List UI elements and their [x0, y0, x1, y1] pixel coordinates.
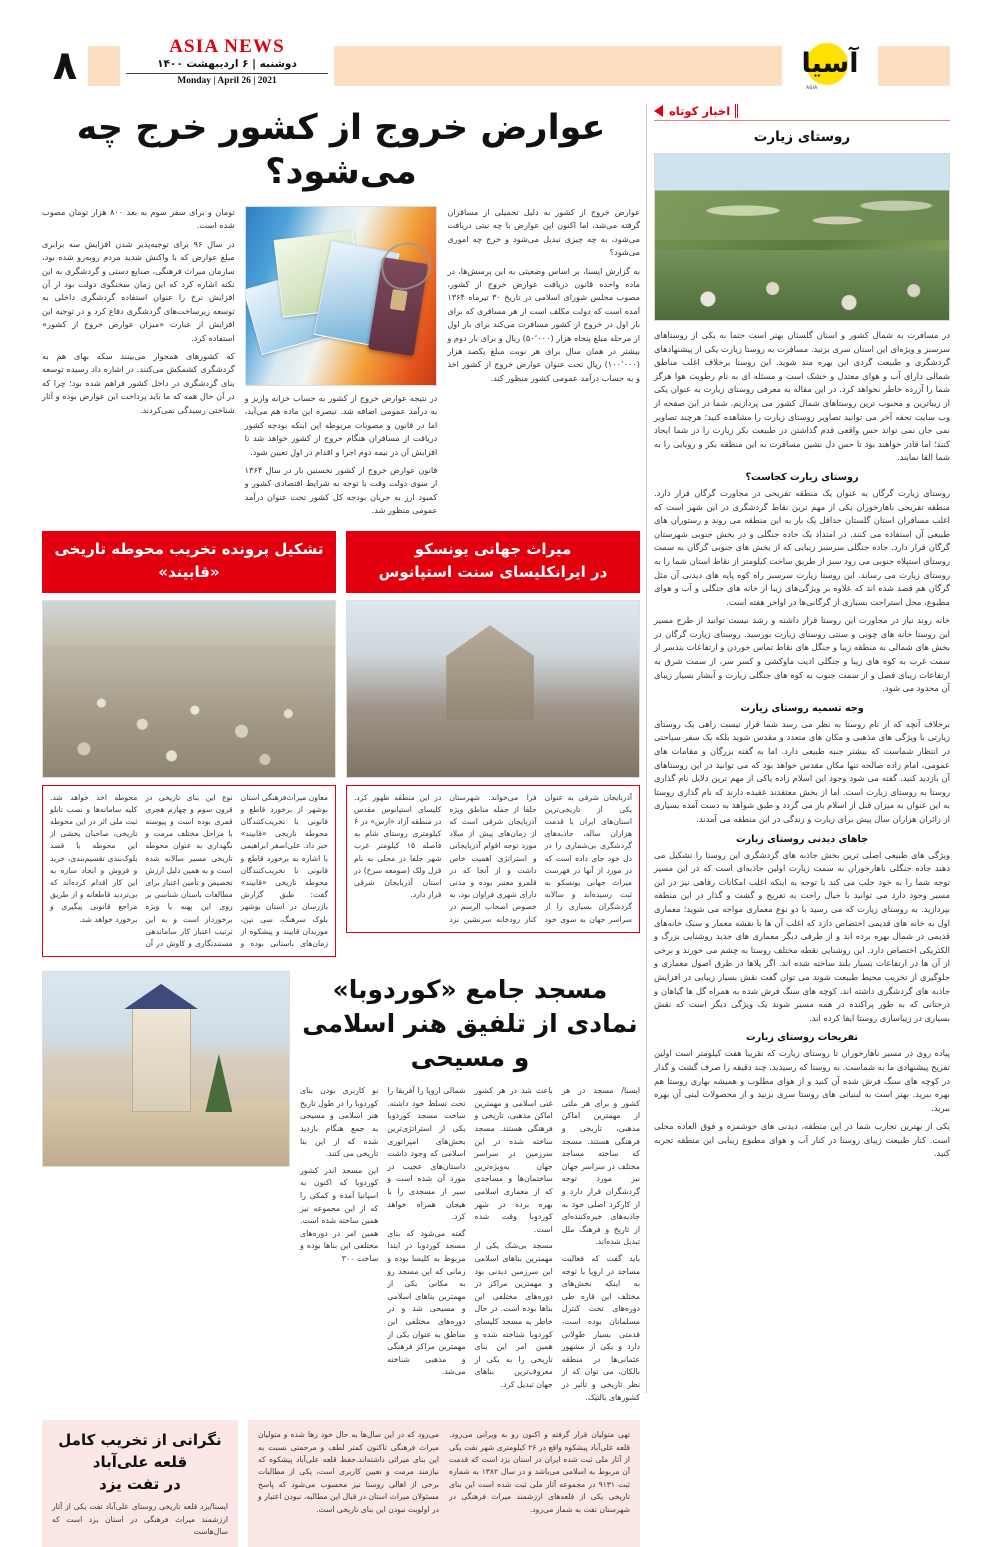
lead-column-center	[245, 206, 438, 523]
mosque-story-text	[300, 971, 640, 1408]
lead-headline: عوارض خروج از کشور خرج چه می‌شود؟	[76, 108, 606, 192]
bottom-boxes-row	[42, 1420, 640, 1547]
masthead	[42, 36, 950, 92]
mosque-story	[42, 971, 640, 1408]
banner-headline-line1: میراث جهانی یونسکو	[414, 539, 572, 558]
cordoba-mosque-photo	[42, 971, 290, 1167]
date-english: Monday | April 26 | 2021	[177, 76, 277, 86]
aliabad-headline-box	[42, 1420, 238, 1547]
logo-subtitle: ASIA	[806, 86, 818, 91]
main-column	[41, 104, 640, 1536]
sidebar-paragraph: یکی از بهترین تجارب شما در این منطقه، دیدنی های خوشمزه و فوق العاده محلی است. کنار طبیعت زیبای روستا در کنار آب و هوای مطبوع زیبایی این منطقه تجربه کنید.	[654, 1121, 950, 1159]
sidebar-paragraph: در مسافرت به شمال کشور و استان گلستان بهتر است حتما به یکی از روستاهای سرسبز و ویژه‌ای این استان سری بزنید. مسافرت به روستا زیارت یکی از پیشنهادهای گردشگری و طبیعت گردی این بهره مند شوید. این روستا برخلاف اغلب مناطق شمالی دارای آب و هوای معتدل و خشک است و مسئله ای به نام رطوبت هوا هرگز شما را آزرده خاطر نخواهد کرد. در این مقاله به معرفی روستای زیارت به عنوان یکی از زیباترین و محبوب ترین روستاهای شمال کشور می پردازیم. شما در این صفحه از وب سایت تحفه آخر می توانید تصاویر روستای زیارت را مشاهده کنید؛ هرچند تصاویر نمی جان نمی تواند حس واقعی قدم گذاشتن در طبیعت بکر زیارت را در شما ایجاد کنند؛ اما قادر خواهند بود تا حس دل نشین مسافرت به این منطقه بکر و رویایی را به شما القا نمایند.	[654, 330, 950, 463]
sidebar-subheading-1: روستای زیارت کجاست؟	[745, 471, 859, 483]
banner-stories-row	[42, 531, 640, 958]
banner-headline-line1: تشکیل پرونده تخریب محوطه تاریخی	[54, 539, 324, 558]
lead-column-right	[447, 206, 640, 390]
logo-wordmark: آسیا	[801, 47, 859, 79]
banner-headline-church	[346, 531, 640, 593]
mosque-paragraph: مسجد بی‌شک یکی از مهمترین بناهای اسلامی این سرزمین دیدنی بود و مهمترین مراکز در دوره‌های مختلفی این بناها بوده است. در حال خاطر به مسجد کلیسای کوردوبا شناخته شده و همین امر این بنای تاریخی را به یکی از معروف‌ترین بناهای جهان تبدیل کرد.	[474, 1241, 553, 1389]
lead-column-left	[42, 206, 235, 422]
mosque-paragraph: گفته می‌شود که بنای مسجد کوردوبا در ابتدا مربوط به کلیسا بوده و زمانی که این مسجد رو به مکانی یکی از مهمترین بناهای اسلامی و مسیحی شد و در دوره‌های مختلفی این مناطق به عنوان یکی از مهمترین مراکز فرهنگی و مذهبی شناخته می‌شد.	[387, 1228, 466, 1377]
mosque-column	[562, 1085, 640, 1408]
page-number: ۸	[42, 38, 88, 94]
banner-story-body-church	[346, 785, 640, 933]
sidebar-subheading-4: تفریحات روستای زیارت	[745, 1032, 859, 1044]
rubble-site-photo	[42, 600, 336, 778]
mosque-columns	[300, 1085, 640, 1408]
section-kicker	[654, 104, 950, 121]
mosque-headline	[300, 973, 640, 1075]
aliabad-headline	[52, 1429, 228, 1495]
sidebar-paragraph: پیاده روی در مسیر ناهارخوران تا روستای زیارت که تقریبا هفت کیلومتر است اولین تفریح پیشنهادی ما به شماست. به روستا که رسیدید، چند دقیقه را صرف گشت و گذار در کوچه های سنگ فرش شده آن کنید و از هوای مطلوب و همیشه بهاری روستا هم بهره ببرید. بهتر است به لبنیاتی های روستا سری بزنید و از محصولات لبنی آن بهره ببرید.	[654, 1048, 950, 1113]
lead-story-grid	[42, 206, 640, 523]
kicker-label: اخبار کوتاه	[669, 104, 738, 118]
aliabad-paragraph-right: تهی متولیان قرار گرفته و اکنون رو به ویرانی می‌رود. قلعه علی‌آباد پیشکوه واقع در ۲۶ کیلومتری شهر تفت یکی از آثار ملی ثبت شده ایران در استان یزد است که قدمت آن مربوط به اسلامی می‌باشد و در سال ۱۳۸۲ به شماره ثبت ۹۱۳۱ در مجموعه آثار ملی ثبت شده است این بنای تاریخی یکی از قلعه‌های ارزشمند میراث فرهنگی در شهرستان تفت به شمار می‌رود.	[449, 1430, 631, 1514]
lead-paragraph: قانون عوارض خروج از کشور نخستین بار در سال ۱۳۶۴ از سوی دولت وقت با توجه به شرایط اقتصادی کشور و کمبود ارز به جریان بودجه کل کشور تحت عنوان درآمد عمومی منظور شد.	[244, 465, 438, 516]
sun-logo-icon	[802, 37, 858, 93]
mosque-column	[475, 1085, 553, 1408]
mosque-tower-shape	[132, 1003, 191, 1112]
banner-story-paragraph: معاون میراث‌فرهنگی استان بوشهر از برخورد قاطع و قانونی با تخریب‌کنندگان محوطه تاریخی «قابیند» خبر داد. علی‌اصغر ابراهیمی با اشاره به برخورد قاطع و قانونی با تخریب‌کنندگان محوطه تاریخی «قابیند» گفت: طبق گزارش بازرسان در استان بوشهر بلوک سرهنگ، سی تپن، موریدان قابیند و پیشکوه از زمان‌های باستانی بوده و نوع این بنای تاریخی در قرون سوم و چهارم هجری قمری بوده است و پیوسته با مراحل مختلف مرمت و نگهداری به عنوان محوطه تاریخی مسیر سالانه شده است و به همین دلیل ارزش تخصیص و تأمین اعتبار برای مطالعات باستان شناسی بر روی این پهنه با ویژه برخوردار است و به این ترتیب اعتبار کار ساماندهی مستندنگاری و کاوش در آن محوطه اخذ خواهد شد. کلیه سامانه‌ها و نصب تابلو ثبت ملی اثر در این محوطه تاریخی، صاحبان بخشی از این محوطه با قصد بلوک‌بندی تقسیم‌بندی، خرید و فروش و ایجاد سازه به این کار اقدام کرده‌اند که بی‌تردید قاطعانه و از طریق مراجع قانونی پیگیری و برخورد خواهد شد.	[50, 792, 328, 949]
sidebar-article-title: روستای زیارت	[753, 129, 851, 145]
aliabad-headline-line1: نگرانی از تخریب کامل قلعه علی‌آباد	[58, 1431, 222, 1472]
mosque-paragraph: ایسنا/ مسجد در هر کشور و برای هر ملتی از مهمترین اماکن مذهبی، تاریخی و فرهنگی هستند. مسجد که ساخته مساجد مختلف در سراسر جهان نیز مورد توجه گردشگران قرار دارد و از کارکرد اصلی خود به جاذبه‌های خیره‌کننده‌ای از تاریخ و فرهنگ ملل تبدیل شده‌اند.	[561, 1086, 640, 1247]
sidebar-paragraph: ویژگی های طبیعی اصلی ترین بخش جاذبه های گردشگری این روستا را تشکیل می دهند جاده جنگلی ناهارخوران به سمت زیارت اولین جاذبه‌ای است که در این مسیر توجه شما را به خود جلب می کند با توجه به اینکه اغلب امکانات رفاهی نیز در این مسیر وجود دارد می توانید با خیال راحت به تفریح و گشت و گذار در این منطقه بپردازید. به روستای زیارت که می رسید با دو نوع معماری مواجه می شوید؛ معماری اول به خانه های قدیمی اختصاص دارد که اغلب آن ها با نقشه معمار و سبک خانه‌های قدیمی در شمال بهره برده اند و از طرفی دیگر معماری های جدید روشنایی بزرگ و الکتریکی اختصاص دارد. این روشنایی نقطه مختلف روستا به چشم می خورند و برخی از آن ها در ارتفاعات بسیار بلند ساخته شده اند. اگر پلاها در طرق اصول معماری و جلوگیری از تخریب محیط طبیعت شوند می توان گفت نقش بسیار زیبایی در افزایش جاذبه های گردشگری داشته اند. کوچه های سنگ فرش شده به همراه گل ها گیاهان و درختانی که به طور پراکنده در همه مسیر شوند یک ویژگی دیگر است که نقش بسیاری در زیباسازی روستا ایفا کرده اند.	[654, 849, 950, 1023]
mosque-paragraph: این مسجد اندر کشور کوردوبا که اکنون به اسپانیا آمده و کمکی را که از این مجموعه نیز همین ساخته شده است. همین امر در دوره‌های مختلفی این بناها بوده و ساخت ۳۰۰	[300, 1165, 379, 1264]
nameplate	[120, 36, 334, 96]
tree-shape	[205, 1054, 232, 1112]
banner-headline-line2: «قابیند»	[158, 562, 220, 581]
mosque-paragraph: باعث شد در هر کشور غنی اسلامی و مهمترین اماکن مذهبی، تاریخی و فرهنگی هستند. مسجد ساخته شده در این سرزمین در سراسر جهان به‌ویژه‌ترین ساختمان‌ها و مساجدی که از معماری اسلامی بهره برده در شهر کوردوبا وقت شده است.	[474, 1086, 553, 1234]
sidebar-paragraph: برخلاف آنچه که از نام روستا به نظر می رسد شما قرار نیست راهی یک روستای زیارتی با ویژگی های مذهبی و مکان های متعدد و مقدس شوید بلکه یک سفر سیاحتی در انتظار شماست که بیشتر جنبه طبیعی دارد. اما به گفته بزرگان و مقامات های عمومی، امام زاده صالحه تنها مکان مقدس خواهد بود که می توانید در این روستاهای آن بازدید کنید. گفته می شود وجود این اسلام زاده پاکی از مهم ترین دلایل نام گذاری روستا به روستای زیارت است. اما از بخش معتقدند عقیده دارند که نام گذاری روستا به این عنوان به میزان قبل از اسلام باز می گردد و طبق شواهد به دست آمده بسیاری از زائران هزاران سال پیش برای زیارت و زندگی در این منطقه می آمدند.	[654, 718, 950, 824]
page-content	[41, 104, 950, 1536]
banner-story-paragraph: آذربایجان شرقی به عنوان یکی از تاریخی‌ترین استان‌های ایران با قدمت هزاران ساله، جاذبه‌های گردشگری بی‌شماری را در دل خود جای داده است که در مورد از آنها در فهرست میراث جهانی یونسکو به ثبت رسیده‌اند و سالانه گردشگران بسیاری را از سراسر جهان به سوی خود فرا می‌خواند. شهرستان جلفا از جمله مناطق ویژه آذربایجان شرقی است که از زمان‌های پیش از میلاد مورد توجه اقوام آذربایجانی و استراتژی اهمیت خاص داشت و از آنجا که در قلمرو معتبر بوده و مدتی دارای شهری فراوان بود، به خصوص اصحاب الرسم در کنار رودخانه سرنشین نزد در این منطقه ظهور کرد. کلیسای استپانوس مقدس در منطقه آزاد «ارس» در ۶ کیلومتری روستای شام به فاصله ۱۵ کیلومتر غرب شهر جلفا در محلی به نام قزل ولک (صومعه سرخ) در استان آذربایجان شرقی قرار دارد.	[354, 792, 632, 924]
lead-paragraph: در نتیجه عوارض خروج از کشور به حساب خزانه واریز و به درآمد عمومی اضافه شد. تبصره این ماده هم می‌آید، اما در قانون و مصوبات مربوطه این اینکه بودجه کشور دریافت از مسافران هنگام خروج از کشور خواهد شد تا افزایش آن در نیمه دوم اجرا و اقدام در اول تعیین شود.	[244, 393, 438, 457]
sidebar-article-body	[654, 329, 950, 1161]
sidebar-subheading-3: جاهای دیدنی روستای زیارت	[735, 833, 869, 845]
banner-headline-qabind	[42, 531, 336, 593]
banner-story-body-qabind	[42, 785, 336, 958]
banknotes-passport-map-photo	[245, 206, 438, 386]
mosque-column	[300, 1085, 378, 1408]
mosque-headline-line1: مسجد جامع «کوردوبا»	[332, 975, 608, 1005]
aliabad-headline-line2: در تفت یزد	[99, 1475, 181, 1494]
lead-paragraph: تومان و برای سفر سوم به بعد ۸۰۰ هزار تومان مصوب شده است.	[41, 207, 235, 231]
mosque-paragraph: نو کاربری بودن بنای کوردوبا را در طول تاریخ هنر اسلامی و مسیحی به جمع هنگام بازدید شده که از این بنا تاریخی می کنند.	[300, 1086, 379, 1159]
aliabad-article-box	[248, 1420, 640, 1547]
mosque-headline-line2: نمادی از تلفیق هنر اسلامی و مسیحی	[302, 1009, 638, 1073]
aliabad-paragraph-left: می‌رود که در این سال‌ها به حال خود رها شده و متولیان میراث فرهنگی تاکنون کمتر لطف و مرحمتی نسبت به این بنای میراثی داشته‌اند.حفظ قلعه علی‌آباد پیشکوه که نیازمند مرمت و تعیین کاربری است، یکی از مطالبات برخی از اهالی روستا نیز محسوب می‌شود که پاسخ مسئولان میراث استان در قبال این مطالبه، نبودن اعتبار و در اولویت نبودن این بنای تاریخی است.	[258, 1430, 439, 1514]
brand-title: ASIA NEWS	[169, 36, 285, 57]
sidebar-paragraph: خانه روند نیاز در مجاورت این روستا قرار داشته و رشد نیست توانید از طرح مسیر این روستا خانه های چوبی و سنتی روستای زیارت بورسید. روستای زیارت گرگان در بخش های شمالی به منطقه زیبا و جنگل های نقاط تماس خوردن و ارتفاعات بندسر از سمت غرب به کوه های زیبا و جنگلی ادیب ماوکشی و کسر سر، از سمت شرق به ارتفاعات زیبای فصل و از سمت جنوب به کوه های جنگلی زیارت و آبشار بسیار زیبای آن محدود می شود.	[654, 615, 950, 694]
aliabad-lead: ایسنا/یزد قلعه تاریخی روستای علی‌آباد تفت یکی از آثار ارزشمند میراث فرهنگی در استان یزد است که سال‌هاست	[52, 1502, 228, 1536]
mosque-column	[387, 1085, 465, 1408]
mosque-roof-shape	[124, 984, 198, 1009]
lead-paragraph: به گزارش ایسنا، بر اساس وضعیتی به این پرسش‌ها، در ماده واحده قانون دریافت عوارض خروج از کشور، مصوب مجلس شورای اسلامی در تاریخ ۳۰ تیرماه ۱۳۶۴ آمده است که دولت مکلف است از هر مسافری که برای بار اول در خروج از کشور مسافرت می‌کند برای بار اول از مرحله مبلغ پنجاه هزار (۵۰٬۰۰۰) ریال و برای بار دوم و بیشتر در همان سال برای هر نوبت مبلغ یکصد هزار (۱۰۰٬۰۰۰) ریال تحت عنوان عوارض خروج از کشور اخذ و به حساب درآمد عمومی کشور منظور کند.	[447, 265, 640, 383]
saint-stepanos-church-photo	[346, 600, 640, 778]
ziarat-village-photo	[654, 153, 950, 321]
date-persian: دوشنبه | ۶ اردیبهشت ۱۴۰۰	[126, 57, 328, 74]
banner-story-qabind	[42, 531, 336, 958]
mosque-paragraph: باید گفت که فعالیت مساجد در اروپا با توجه به اینکه بخش‌های مختلف این قاره طی دوره‌های تحت کنترل مسلمانان بوده است، قدمتی بسیار طولانی دارد و یکی از مشهور عثمانی‌ها در منطقه بالکان، می توان که از نظر تاریخی و تأثیر در کشورهای بالتیک.	[561, 1254, 640, 1402]
lead-paragraph: در سال ۹۶ برای توجیه‌پذیر شدن افزایش سه برابری مبلغ عوارض که با واکنش شدید مردم روبه‌رو شده بود، سازمان میراث فرهنگی، صنایع دستی و گردشگری به این نکته اشاره کرد که این زمان سخنگوی دولت بود از آن افزایش نرخ را عنوان استفاده گردشگری داخلی به توسعه زیرساخت‌های گردشگری دفاع کرد و در توجیه این افزایش از عبارت «میزان عوارض خروج از کشور» استفاده کرد.	[41, 238, 235, 343]
lead-paragraph: که کشورهای همجوار می‌بینند سکه بهای هم به گردشگری کشمکش می‌کنند. در اشاره داد رسیده توسعه بنای گردشگری در داخل کشور فراهم شده بود؛ چرا که در آن حال همه که ما باید پرداخت این عوارض بوده و آثار شناختی رسیدگی نمی‌کردند.	[41, 351, 235, 415]
triangle-right-icon	[654, 105, 663, 117]
banner-story-church	[346, 531, 640, 958]
sidebar-subheading-2: وجه تسمیه روستای زیارت	[740, 702, 864, 714]
mosque-paragraph: شمالی اروپا را آفریقا را تحت تسلط خود داشته. ساخت مسجد کوردوبا یکی از استراتژی‌ترین بخش‌های امپراتوری اسلامی که وجود داشت داستان‌های عجیب در مورد آن شده است و سیر از مسجدی را با هیجان همراه خواهد کرد.	[387, 1086, 466, 1222]
banner-headline-line2: در ایرانکلیسای سنت استپانوس	[378, 562, 608, 581]
lead-paragraph: عوارض خروج از کشور به دلیل تحمیلی از مسافران گرفته می‌شد، اما اکنون این عوارض با چه نیتی دریافت می‌شود، به چه چیزی تبدیل می‌شود و خرج چه اموری می‌شود؟	[447, 207, 640, 258]
column-divider	[646, 104, 647, 1393]
sidebar-paragraph: روستای زیارت گرگان به عنوان یک منطقه تفریحی در مجاورت گرگان قرار دارد. منطقه تفریحی ناهارخوران یکی از مهم ترین نقاط گردشگری در این شهر است که اغلب مسافران استان گلستان حداقل یک بار به این منطقه می روند و رستوران های طبیعی آن استفاده می کنند. در امتداد یک جاده جنگلی و در بخش جنوبی شهرستان گرگان قرار دارد. جاده جنگلی سرسبز زیبایی که از بخش های جنوبی گرگان به سمت روستای استپلاه جنوبی می رود سبز از طریق ساخت کیلومتر از نقاط استان شما را به روستای زیارت می رساند. این روستا زیارت سرسبز راه کوه پایه های دیدنی آن مثل گرگان هم قصد شده اند که علاوه بر ویژگی‌های زیبا از خانه های جنگلی و آب و هوای مطبوع، محل استراحت بسیاری از گرگانی‌ها در اواخر هفته است.	[654, 487, 950, 607]
asia-logo	[782, 36, 878, 94]
sidebar-column	[654, 104, 950, 1393]
